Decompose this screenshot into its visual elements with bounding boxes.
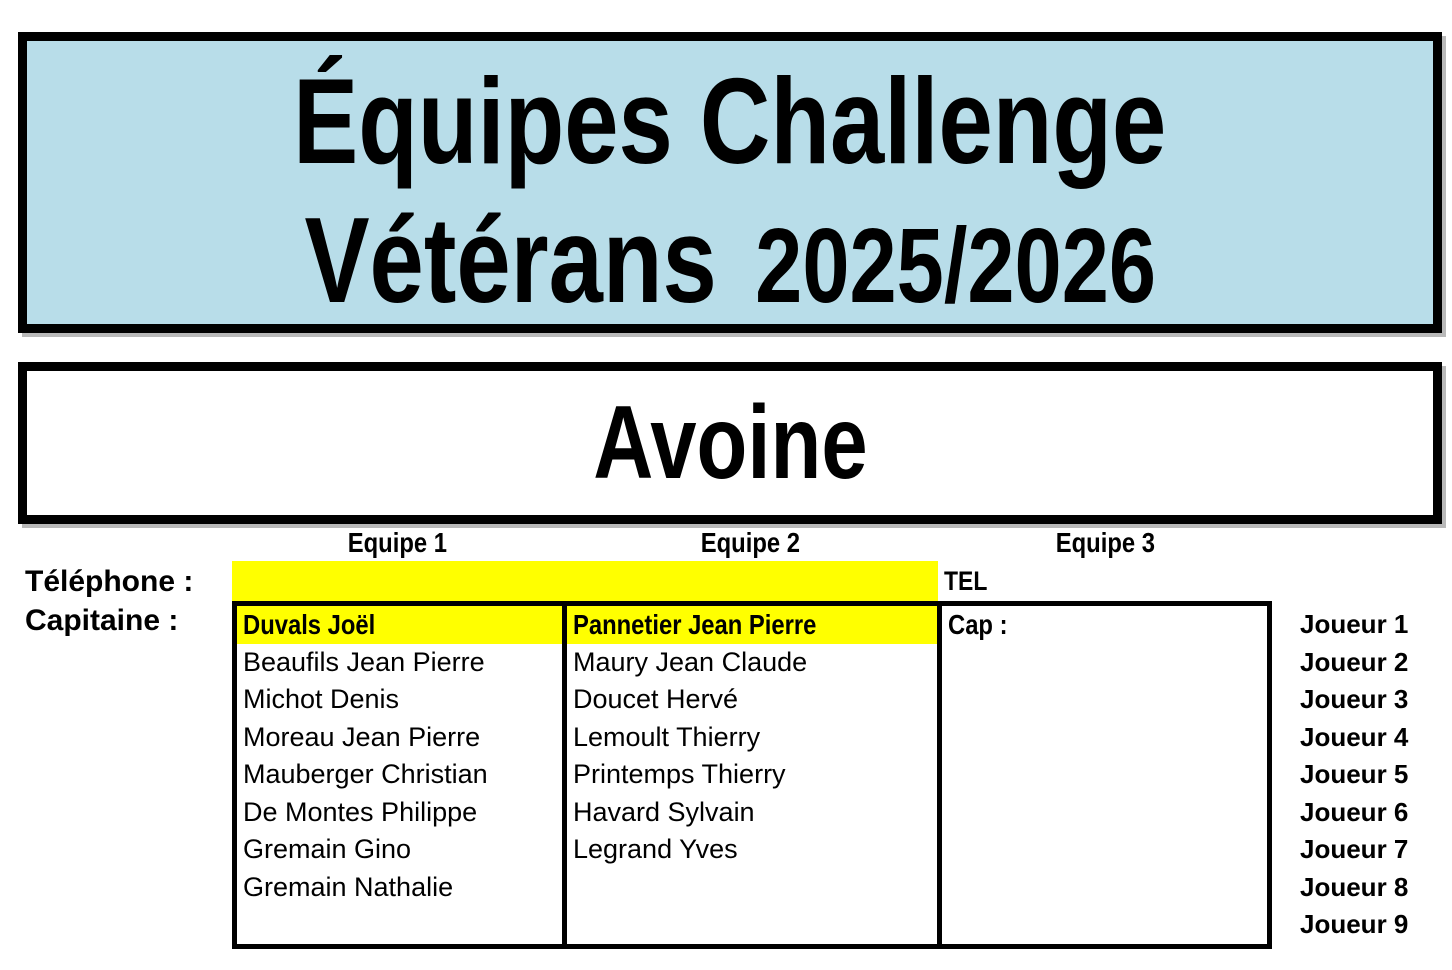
- player-cell: Printemps Thierry: [573, 759, 786, 790]
- season-text: 2025/2026: [754, 207, 1156, 325]
- club-name-banner: [18, 362, 1442, 524]
- title-text-1: Équipes Challenge: [293, 53, 1167, 189]
- equipe-2-captain-cell: Pannetier Jean Pierre: [567, 606, 937, 644]
- page-title-line1: [27, 53, 1433, 189]
- equipe-2-header: Equipe 2: [700, 527, 800, 558]
- player-cell-empty: [942, 906, 1267, 944]
- player-cell-empty: [942, 794, 1267, 832]
- player-cell-empty: [942, 644, 1267, 682]
- joueur-label-6: Joueur 6: [1300, 796, 1409, 827]
- capitaine-label: Capitaine :: [25, 604, 179, 637]
- joueur-label-2: Joueur 2: [1300, 646, 1409, 677]
- player-cell-empty: [942, 831, 1267, 869]
- joueur-label-5: Joueur 5: [1300, 759, 1409, 790]
- equipe-3-captain-cell: [942, 606, 1267, 644]
- club-name: Avoine: [592, 384, 868, 501]
- player-cell-empty: [942, 756, 1267, 794]
- joueur-label-8: Joueur 8: [1300, 871, 1409, 902]
- player-cell-empty: [942, 681, 1267, 719]
- joueur-label-1: Joueur 1: [1300, 609, 1409, 639]
- joueur-label-9: Joueur 9: [1300, 909, 1409, 940]
- player-cell-empty: [942, 869, 1267, 907]
- equipe-1-column: [237, 606, 567, 944]
- joueur-label-4: Joueur 4: [1300, 721, 1409, 752]
- roster-table: [232, 601, 1272, 949]
- page-title-line2: [27, 192, 1433, 330]
- player-cell: Beaufils Jean Pierre: [243, 646, 485, 677]
- player-cell: Maury Jean Claude: [573, 646, 808, 677]
- player-cell-empty: [567, 869, 937, 907]
- cap-short-label: Cap :: [948, 609, 1008, 640]
- equipe-3-column: [942, 606, 1267, 944]
- player-cell: Lemoult Thierry: [573, 721, 761, 752]
- tel-short-label: TEL: [944, 566, 988, 596]
- player-cell-empty: [942, 719, 1267, 757]
- telephone-label: Téléphone :: [25, 565, 194, 598]
- player-cell: Havard Sylvain: [573, 796, 755, 827]
- title-text-2: Vétérans: [304, 192, 717, 328]
- telephone-field: [232, 561, 938, 601]
- player-cell-empty: [567, 906, 937, 944]
- equipe-2-column: [567, 606, 942, 944]
- joueur-labels-column: [1300, 606, 1450, 944]
- player-cell: Gremain Gino: [243, 834, 412, 865]
- equipe-1-captain-cell: Duvals Joël: [237, 606, 562, 644]
- player-cell: Doucet Hervé: [573, 684, 739, 715]
- player-cell: Gremain Nathalie: [243, 871, 454, 902]
- joueur-label-7: Joueur 7: [1300, 834, 1409, 865]
- player-cell: Mauberger Christian: [243, 759, 488, 790]
- player-cell: Moreau Jean Pierre: [243, 721, 481, 752]
- player-cell: De Montes Philippe: [243, 796, 478, 827]
- player-cell: Legrand Yves: [573, 834, 738, 865]
- title-banner: [18, 32, 1442, 333]
- player-cell: Michot Denis: [243, 684, 400, 715]
- equipe-1-header: Equipe 1: [347, 527, 447, 558]
- player-cell-empty: [237, 906, 562, 944]
- joueur-label-3: Joueur 3: [1300, 684, 1409, 715]
- equipe-3-header: Equipe 3: [1055, 527, 1155, 558]
